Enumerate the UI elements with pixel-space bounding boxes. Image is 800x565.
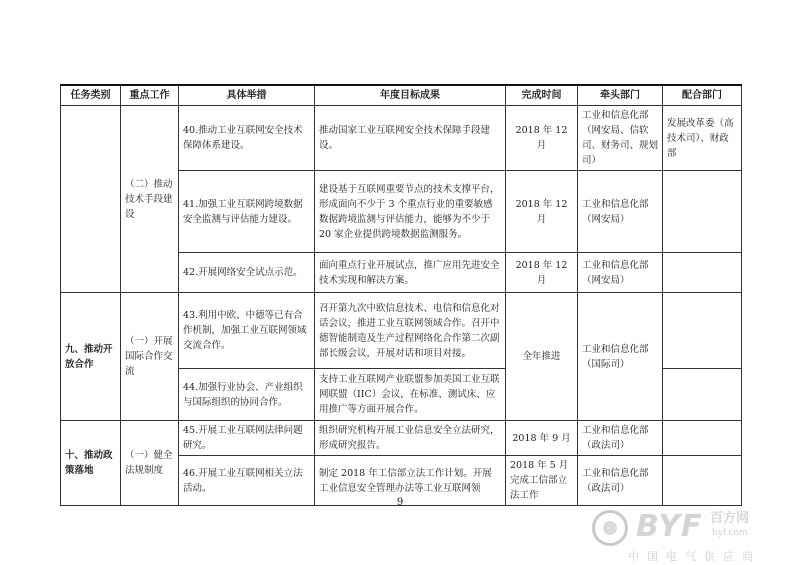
category-cell: 十、推动政策落地 [61, 421, 121, 506]
coop-dept-cell [663, 369, 742, 421]
measure-cell: 45.开展工业互联网法律问题研究。 [179, 421, 315, 456]
time-cell: 2018 年 12 月 [506, 253, 578, 293]
key-work-cell: （一）健全法规制度 [121, 421, 179, 506]
lead-dept-cell: 工业和信息化部（网安局、信软司、财务司、规划司） [578, 106, 663, 171]
coop-dept-cell: 发展改革委（高技术司）、财政部 [663, 106, 742, 171]
task-table [60, 84, 742, 506]
lead-dept-cell: 工业和信息化部（国际司） [578, 293, 663, 421]
time-cell: 2018 年 12 月 [506, 171, 578, 253]
watermark-logo-icon [592, 510, 628, 546]
table-header-row [61, 85, 742, 106]
goal-cell: 推动国家工业互联网安全技术保障手段建设。 [315, 106, 506, 171]
goal-cell: 面向重点行业开展试点，推广应用先进安全技术实现和解决方案。 [315, 253, 506, 293]
goal-cell: 建设基于互联网重要节点的技术支撑平台，形成面向不少于 3 个重点行业的重要敏感数据跨境监测与评估能力，能够为不少于 20 家企业提供跨境数据监测服务。 [315, 171, 506, 253]
time-cell: 2018 年 12 月 [506, 106, 578, 171]
measure-cell: 43.利用中欧、中德等已有合作机制，加强工业互联网领域交流合作。 [179, 293, 315, 369]
goal-cell: 召开第九次中欧信息技术、电信和信息化对话会议，推进工业互联网领域合作。召开中德智能制造及生产过程网络化合作第二次副部长级会议，开展对话和项目对接。 [315, 293, 506, 369]
measure-cell: 46.开展工业互联网相关立法活动。 [179, 456, 315, 506]
watermark-brand-cn: 百方网 [710, 511, 750, 526]
time-cell: 全年推进 [506, 293, 578, 421]
header-coop-dept: 配合部门 [663, 85, 742, 106]
header-category: 任务类别 [61, 85, 121, 106]
time-cell: 2018 年 9 月 [506, 421, 578, 456]
watermark-domain: byf.com [712, 528, 748, 538]
goal-cell: 支持工业互联网产业联盟参加美国工业互联网联盟（IIC）会议，在标准、测试床、应用推广等方面开展合作。 [315, 369, 506, 421]
header-annual-goal: 年度目标成果 [315, 85, 506, 106]
table-row [61, 421, 742, 456]
category-cell: 九、推动开放合作 [61, 293, 121, 421]
table-row [61, 293, 742, 369]
header-measures: 具体举措 [179, 85, 315, 106]
category-cell-empty [61, 106, 121, 293]
measure-cell: 41.加强工业互联网跨境数据安全监测与评估能力建设。 [179, 171, 315, 253]
key-work-cell: （一）开展国际合作交流 [121, 293, 179, 421]
measure-cell: 42.开展网络安全试点示范。 [179, 253, 315, 293]
page-number: 9 [396, 497, 404, 508]
table-row [61, 106, 742, 171]
lead-dept-cell: 工业和信息化部（网安局） [578, 253, 663, 293]
measure-cell: 44.加强行业协会、产业组织与国际组织的协同合作。 [179, 369, 315, 421]
goal-cell: 组织研究机构开展工业信息安全立法研究，形成研究报告。 [315, 421, 506, 456]
lead-dept-cell: 工业和信息化部（政法司） [578, 421, 663, 456]
coop-dept-cell [663, 293, 742, 369]
time-cell: 2018 年 5 月完成工信部立法工作 [506, 456, 578, 506]
lead-dept-cell: 工业和信息化部（网安局） [578, 171, 663, 253]
coop-dept-cell [663, 253, 742, 293]
header-completion-time: 完成时间 [506, 85, 578, 106]
watermark [582, 510, 762, 562]
header-lead-dept: 牵头部门 [578, 85, 663, 106]
lead-dept-cell: 工业和信息化部（政法司） [578, 456, 663, 506]
header-key-work: 重点工作 [121, 85, 179, 106]
coop-dept-cell [663, 421, 742, 456]
coop-dept-cell [663, 171, 742, 253]
watermark-subtitle: 中国电气供应商 [628, 550, 761, 563]
key-work-cell: （二）推动技术手段建设 [121, 106, 179, 293]
watermark-brand: BYF [636, 509, 703, 544]
goal-cell: 制定 2018 年工信部立法工作计划。开展工业信息安全管理办法等工业互联网领 [315, 456, 506, 506]
measure-cell: 40.推动工业互联网安全技术保障体系建设。 [179, 106, 315, 171]
